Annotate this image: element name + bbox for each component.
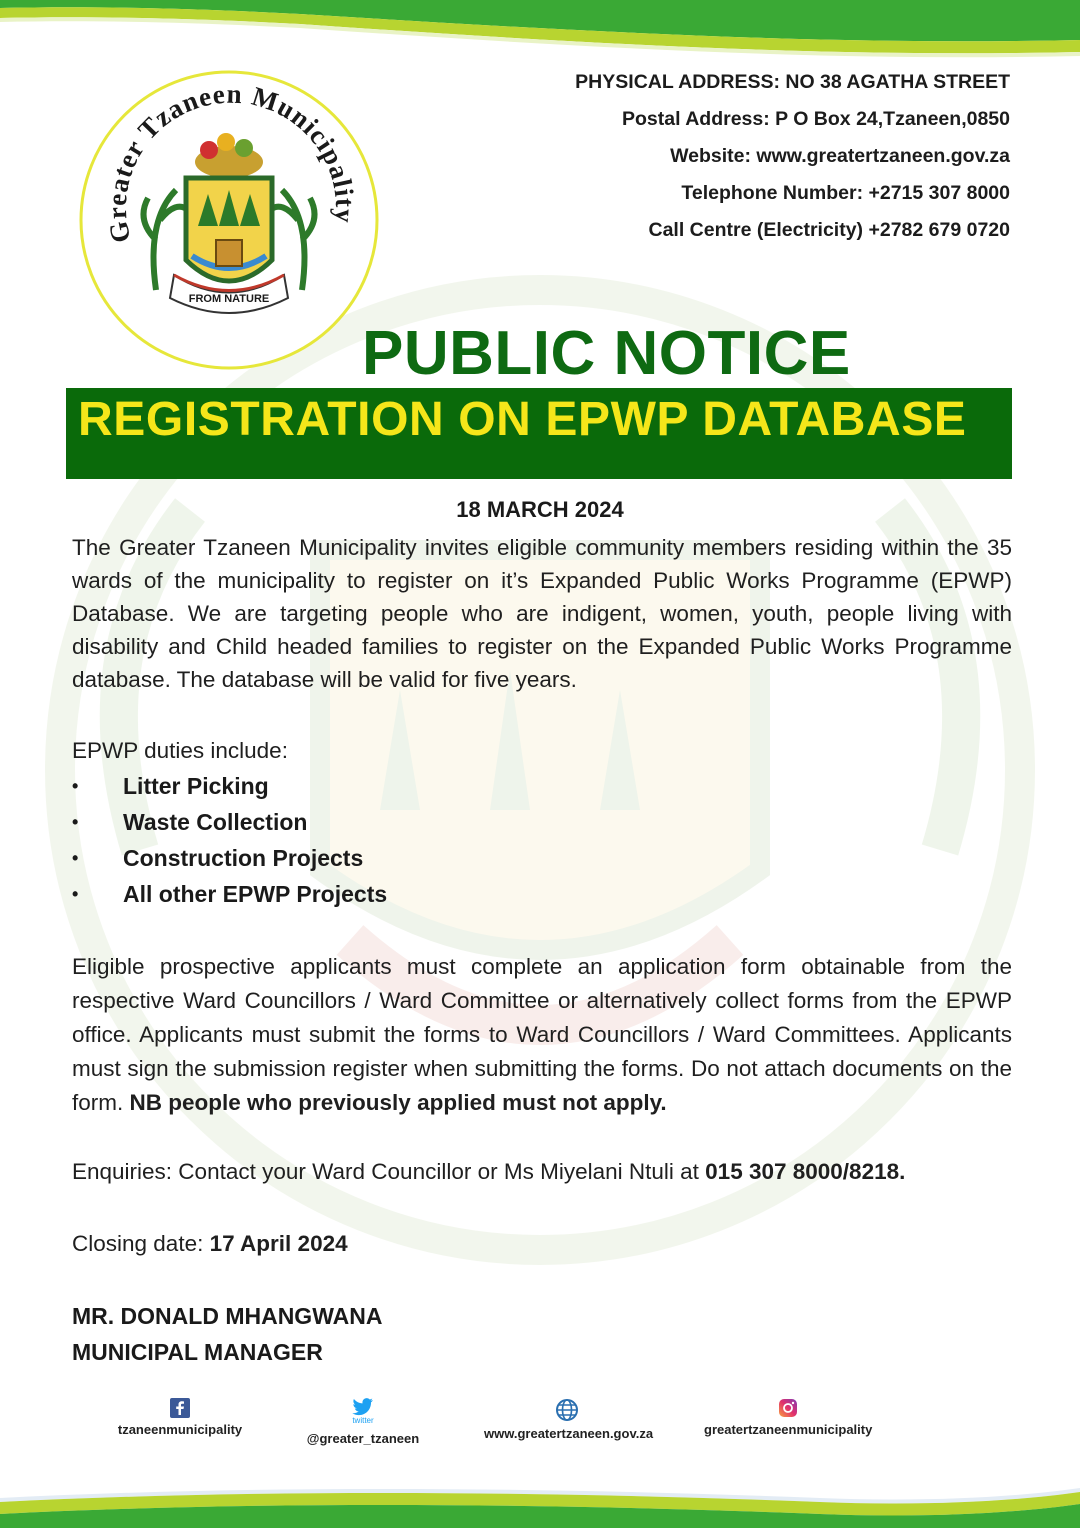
subject-banner xyxy=(66,388,1012,479)
enquiries-text: Enquiries: Contact your Ward Councillor or Ms Miyelani Ntuli at xyxy=(72,1159,699,1184)
twitter-handle[interactable]: @greater_tzaneen xyxy=(306,1431,420,1446)
duties-intro: EPWP duties include: xyxy=(72,738,288,763)
list-item xyxy=(72,878,387,914)
duty-label: All other EPWP Projects xyxy=(123,881,388,907)
instagram-link[interactable] xyxy=(704,1398,872,1437)
bullet-icon: • xyxy=(72,884,79,904)
application-nb: NB people who previously applied must not apply. xyxy=(129,1090,667,1115)
logo-arc-text: Greater Tzaneen Municipality xyxy=(101,78,361,246)
signatory-block xyxy=(72,1298,382,1370)
enquiries-number: 015 307 8000/8218. xyxy=(705,1159,906,1184)
website-link[interactable] xyxy=(484,1398,654,1441)
subject-title: REGISTRATION ON EPWP DATABASE xyxy=(78,393,967,446)
signatory-name: MR. DONALD MHANGWANA xyxy=(72,1303,383,1329)
twitter-icon xyxy=(352,1398,374,1416)
list-item xyxy=(72,842,387,878)
application-text: Eligible prospective applicants must complete an application form obtainable from the respective Ward Councillors / Ward Committee or alternatively collect forms from the EPWP office. Applicants must submit the forms to Ward Councillors / Ward Committees. Applicants must sign the submission register when submitting the forms. Do not attach documents on the form. xyxy=(72,954,1012,1115)
bullet-icon: • xyxy=(72,776,79,796)
postal-address: Postal Address: P O Box 24,Tzaneen,0850 xyxy=(622,108,1010,130)
twitter-wordmark: twitter xyxy=(352,1416,374,1425)
bottom-wave-decoration xyxy=(0,1458,1080,1528)
notice-date: 18 MARCH 2024 xyxy=(456,497,624,522)
list-item xyxy=(72,806,387,842)
logo-motto: FROM NATURE xyxy=(188,293,270,305)
intro-paragraph: The Greater Tzaneen Municipality invites eligible community members residing within the 35 wards of the municipality to register on it’s Expanded Public Works Programme (EPWP) Database. We are targeting people who are indigent, women, youth, people living with disability and Child headed families to register on the Expanded Public Works Programme database. The database will be valid for five years. xyxy=(72,535,1012,692)
list-item xyxy=(72,770,387,806)
globe-icon xyxy=(555,1398,579,1422)
notice-heading: PUBLIC NOTICE xyxy=(362,319,851,388)
bullet-icon: • xyxy=(72,848,79,868)
instagram-icon xyxy=(778,1398,798,1418)
facebook-handle[interactable]: tzaneenmunicipality xyxy=(117,1422,243,1437)
municipality-logo xyxy=(76,70,382,370)
top-wave-decoration xyxy=(0,0,1080,70)
closing-label: Closing date: xyxy=(72,1231,204,1256)
bullet-icon: • xyxy=(72,812,79,832)
telephone-line: Telephone Number: +2715 307 8000 xyxy=(681,182,1010,204)
application-paragraph xyxy=(72,950,1012,1120)
enquiries-line xyxy=(72,1156,1012,1188)
website-line: Website: www.greatertzaneen.gov.za xyxy=(670,145,1010,167)
duty-label: Litter Picking xyxy=(123,773,269,799)
duties-list xyxy=(72,770,387,914)
website-url[interactable]: www.greatertzaneen.gov.za xyxy=(484,1426,654,1441)
duty-label: Waste Collection xyxy=(123,809,308,835)
signatory-title: MUNICIPAL MANAGER xyxy=(72,1339,323,1365)
physical-address: PHYSICAL ADDRESS: NO 38 AGATHA STREET xyxy=(575,71,1010,93)
closing-date-line xyxy=(72,1228,1012,1260)
duty-label: Construction Projects xyxy=(123,845,364,871)
call-centre-line: Call Centre (Electricity) +2782 679 0720 xyxy=(648,219,1010,241)
contact-address-block xyxy=(575,68,1010,253)
facebook-icon xyxy=(170,1398,190,1418)
twitter-link[interactable] xyxy=(300,1398,426,1446)
instagram-handle[interactable]: greatertzaneenmunicipality xyxy=(704,1422,873,1437)
facebook-link[interactable] xyxy=(112,1398,248,1437)
closing-date: 17 April 2024 xyxy=(209,1231,348,1256)
